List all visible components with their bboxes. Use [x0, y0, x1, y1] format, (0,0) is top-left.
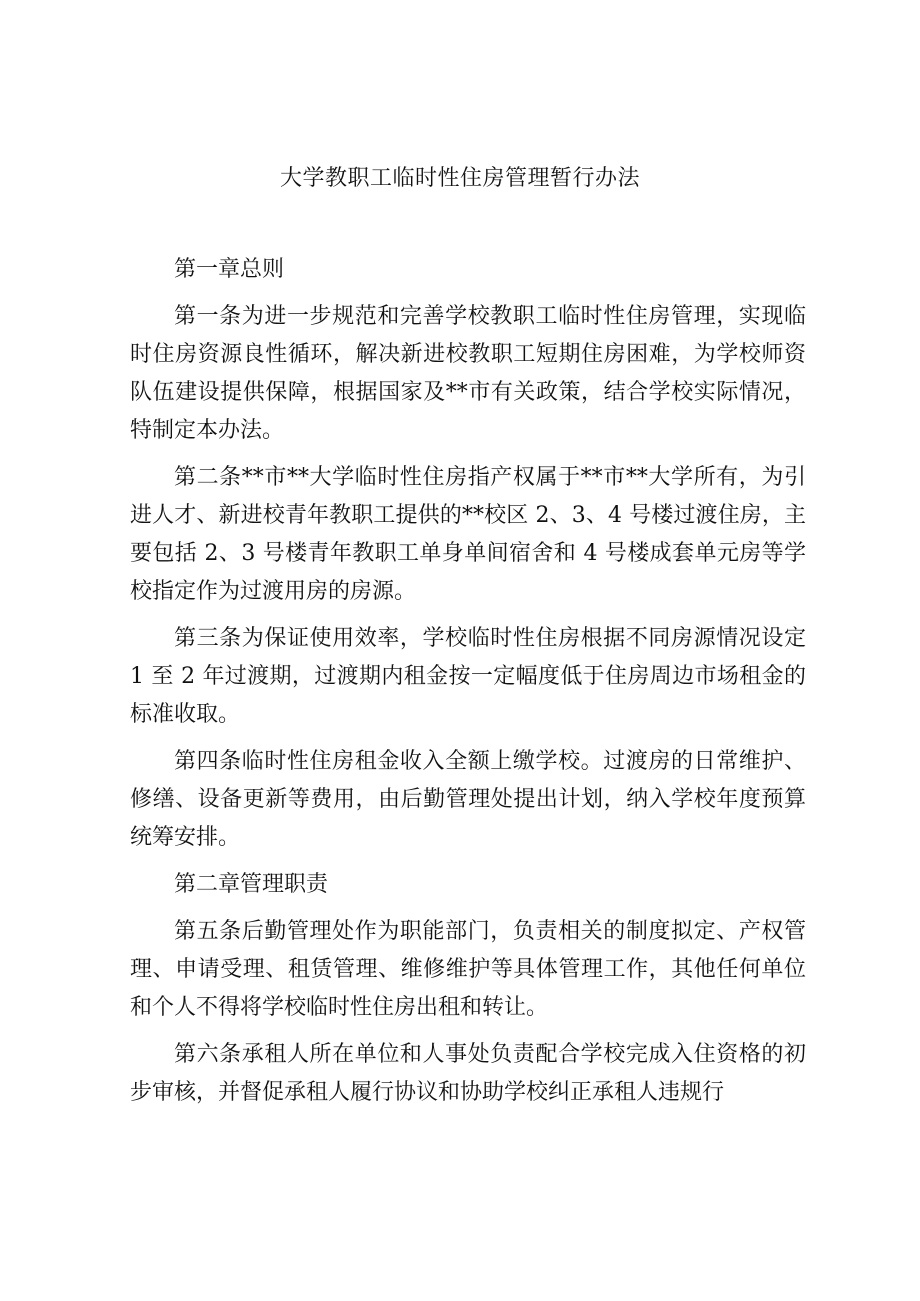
document-body: [130, 251, 806, 1121]
article-6-paragraph: 第六条承租人所在单位和人事处负责配合学校完成入住资格的初步审核，并督促承租人履行协议和协助学校纠正承租人违规行: [130, 1042, 806, 1105]
document-title: 大学教职工临时性住房管理暂行办法: [279, 166, 640, 191]
chapter-heading-1: 第一章总则: [174, 257, 285, 282]
article-3-paragraph: 第三条为保证使用效率，学校临时性住房根据不同房源情况设定 1 至 2 年过渡期，过渡期内租金按一定幅度低于住房周边市场租金的标准收取。: [130, 626, 806, 727]
chapter-heading-2: 第二章管理职责: [174, 872, 329, 897]
article-1-paragraph: 第一条为进一步规范和完善学校教职工临时性住房管理，实现临时住房资源良性循环，解决新进校教职工短期住房困难，为学校师资队伍建设提供保障，根据国家及**市有关政策，结合学校实际情况，特制定本办法。: [130, 304, 806, 443]
article-5-paragraph: 第五条后勤管理处作为职能部门，负责相关的制度拟定、产权管理、申请受理、租赁管理、维修维护等具体管理工作，其他任何单位和个人不得将学校临时性住房出租和转让。: [130, 919, 806, 1020]
article-2-paragraph: 第二条**市**大学临时性住房指产权属于**市**大学所有，为引进人才、新进校青年教职工提供的**校区 2、3、4 号楼过渡住房，主要包括 2、3 号楼青年教职工单身单间宿舍和 4 号楼成套单元房等学校指定作为过渡用房的房源。: [130, 465, 806, 604]
article-4-paragraph: 第四条临时性住房租金收入全额上缴学校。过渡房的日常维护、修缮、设备更新等费用，由后勤管理处提出计划，纳入学校年度预算统筹安排。: [130, 749, 806, 850]
